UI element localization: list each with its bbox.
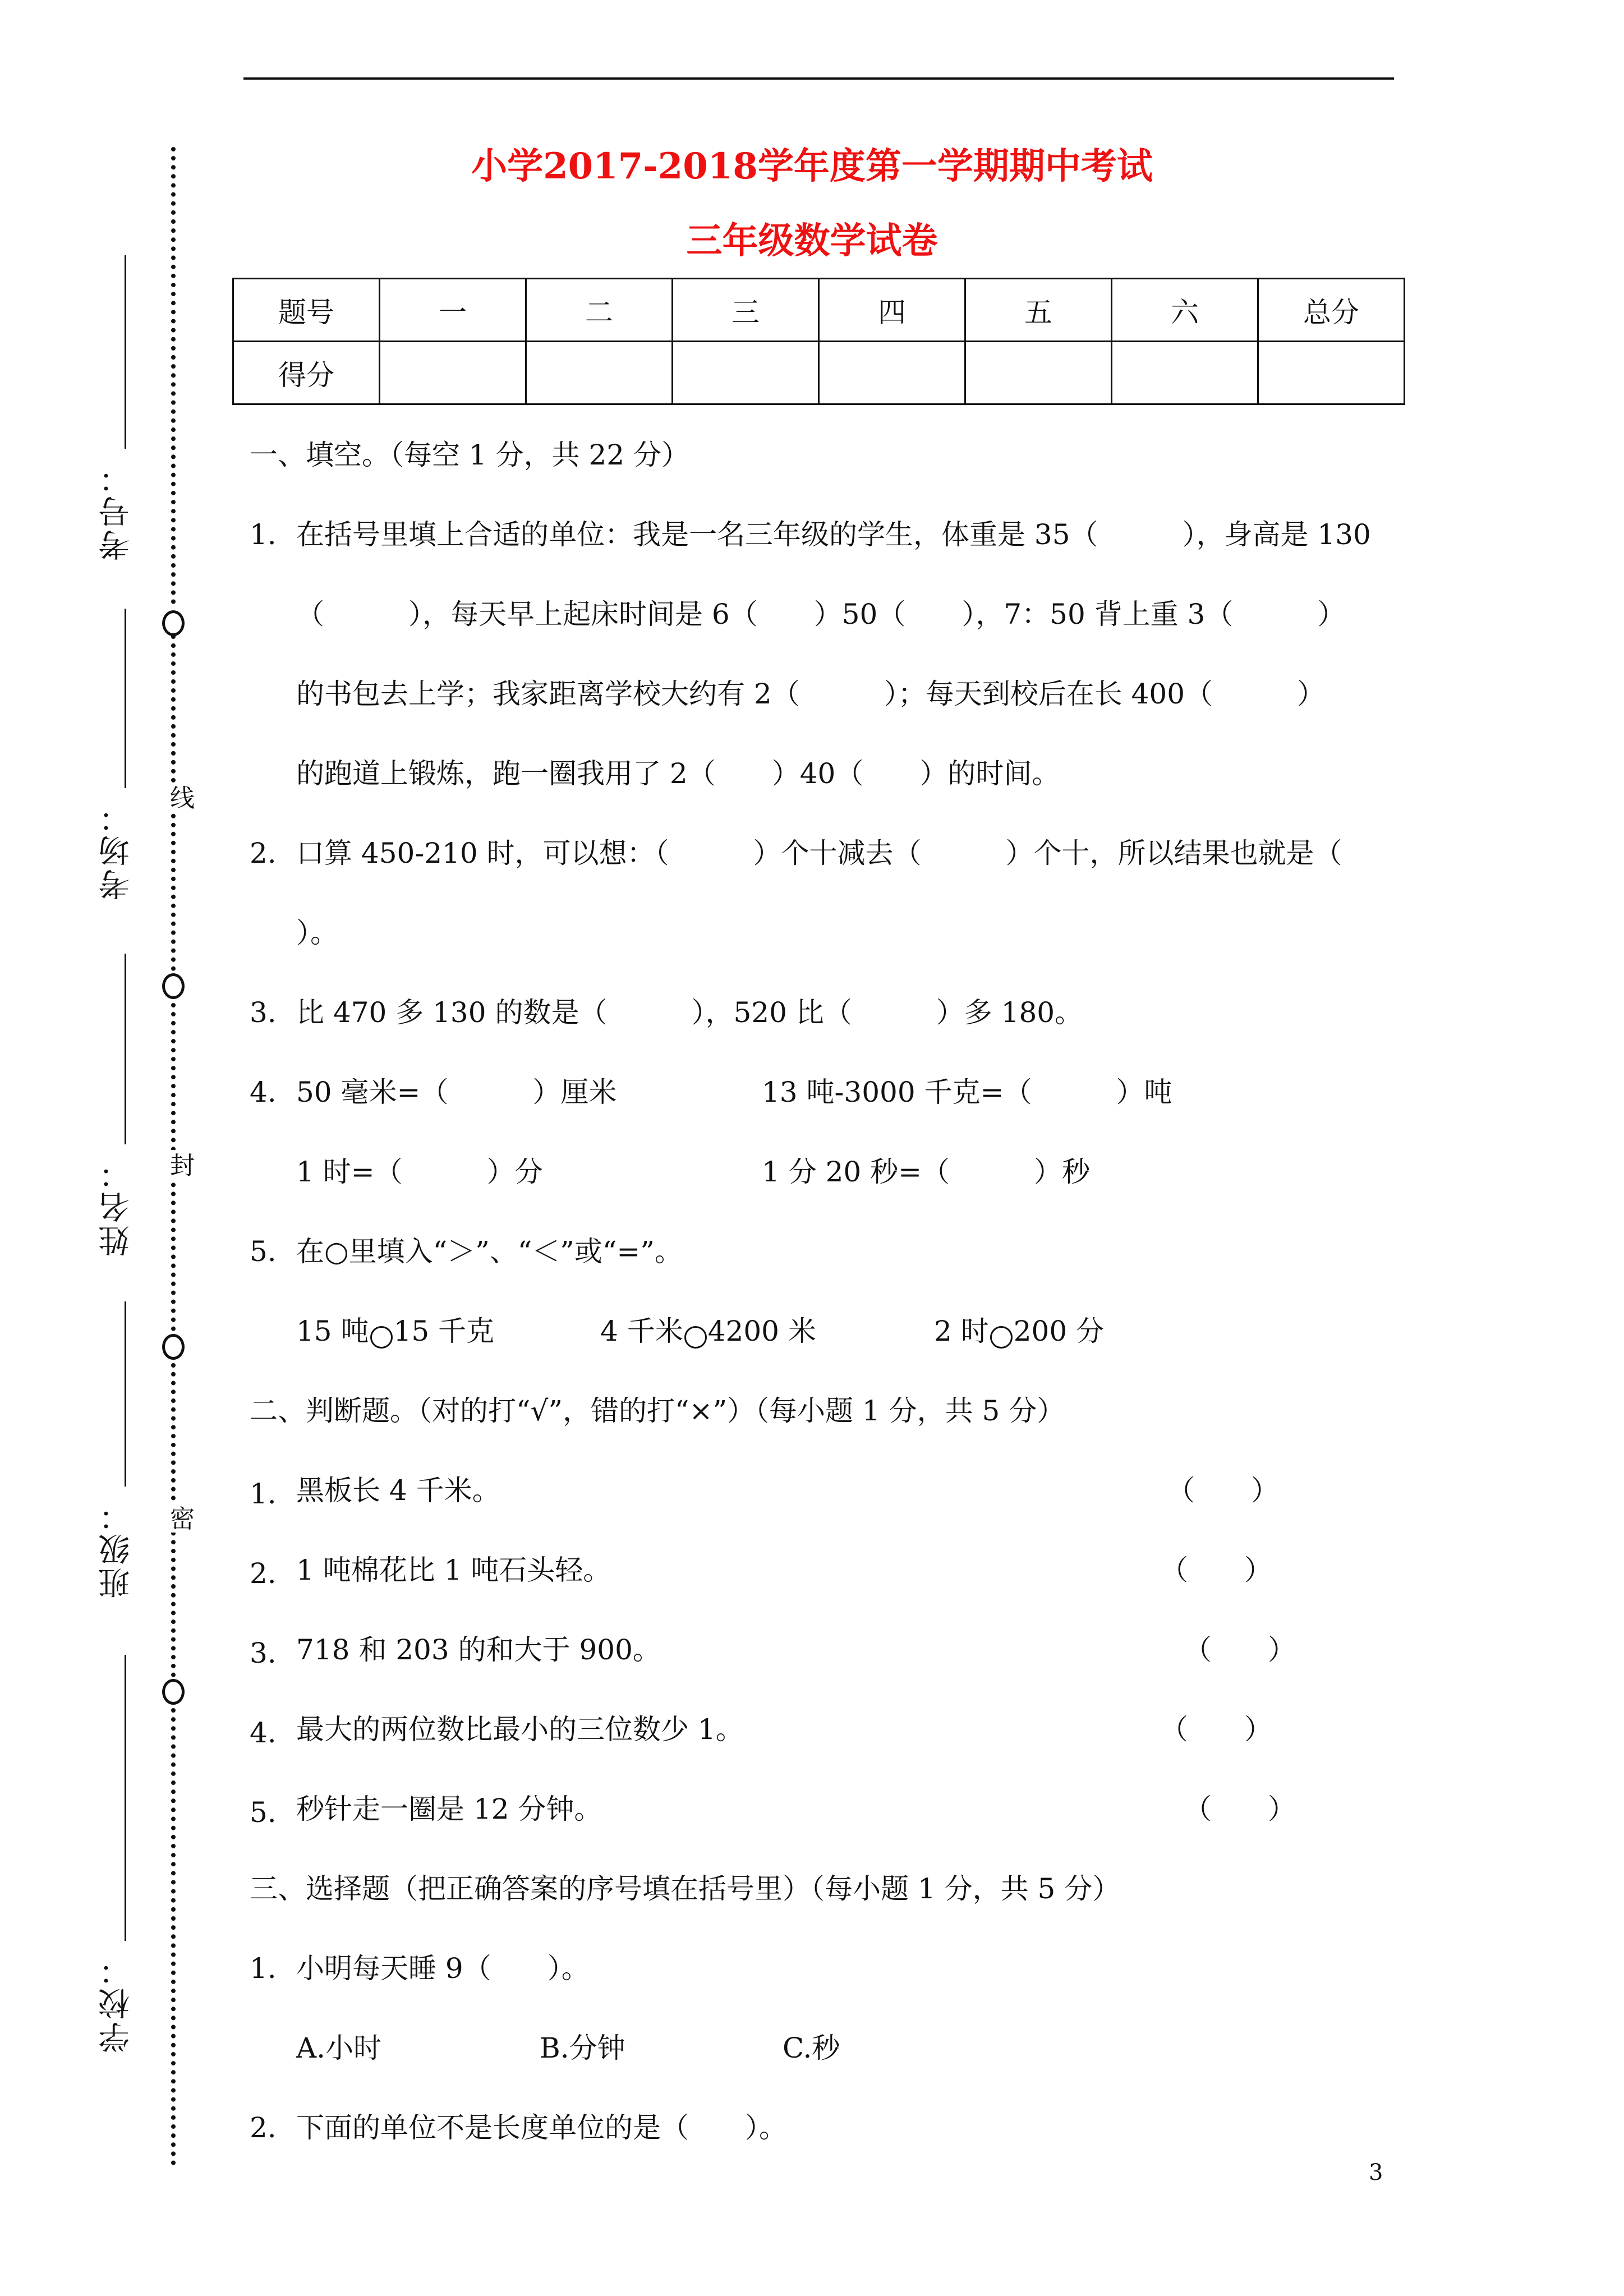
compare-circle[interactable] xyxy=(684,1326,707,1349)
score-table-header-cell: 总分 xyxy=(1258,279,1405,342)
comparison-item xyxy=(600,1317,816,1349)
comparison-item xyxy=(934,1317,1104,1349)
score-cell[interactable] xyxy=(380,342,526,404)
school-label: 学校： xyxy=(98,1952,135,2053)
answer-parentheses[interactable]: （ ） xyxy=(1184,1634,1296,1666)
choice-option-a[interactable]: A.小时 xyxy=(296,2032,382,2064)
answer-parentheses[interactable]: （ ） xyxy=(1160,1554,1272,1586)
question-number: 4. xyxy=(250,1076,277,1108)
judge-statement: 1 吨棉花比 1 吨石头轻。 xyxy=(296,1554,611,1586)
question-number: 3. xyxy=(250,1637,277,1669)
score-table-header-cell: 五 xyxy=(965,279,1112,342)
question-number: 1. xyxy=(250,1478,277,1510)
judge-statement: 718 和 203 的和大于 900。 xyxy=(296,1634,661,1666)
compare-circle[interactable] xyxy=(370,1326,393,1349)
comparison-right: 200 分 xyxy=(1013,1315,1105,1347)
score-table-header-cell: 题号 xyxy=(233,279,380,342)
exam-number-label: 考号： xyxy=(98,460,135,561)
question-text: 在○里填入“＞”、“＜”或“=”。 xyxy=(296,1235,683,1268)
comparison-left: 4 千米 xyxy=(600,1315,683,1347)
score-table-header-row xyxy=(233,279,1405,342)
score-cell[interactable] xyxy=(1258,342,1405,404)
seal-char-mi: 密 xyxy=(162,1503,197,1533)
section1-heading: 一、填空。（每空 1 分，共 22 分） xyxy=(250,439,690,471)
exam-number-blank[interactable] xyxy=(125,255,126,449)
exam-title: 小学2017-2018学年度第一学期期中考试 xyxy=(471,145,1153,187)
section3-heading: 三、选择题（把正确答案的序号填在括号里）（每小题 1 分，共 5 分） xyxy=(250,1872,1121,1905)
score-cell[interactable] xyxy=(526,342,673,404)
section2-heading: 二、判断题。（对的打“√”，错的打“×”）（每小题 1 分，共 5 分） xyxy=(250,1395,1065,1427)
question-number: 5. xyxy=(250,1235,277,1268)
binding-circle xyxy=(162,610,185,636)
question-text: 的书包去上学；我家距离学校大约有 2（ ）；每天到校后在长 400（ ） xyxy=(296,678,1326,710)
score-row-label: 得分 xyxy=(233,342,380,404)
score-table-header-cell: 一 xyxy=(380,279,526,342)
comparison-left: 2 时 xyxy=(934,1315,989,1347)
binding-circle xyxy=(162,973,185,999)
question-text: 小明每天睡 9（ ）。 xyxy=(296,1952,590,1985)
question-text: ）。 xyxy=(296,917,338,949)
conversion-item: 1 分 20 秒=（ ）秒 xyxy=(762,1156,1091,1188)
question-text: 的跑道上锻炼，跑一圈我用了 2（ ）40（ ）的时间。 xyxy=(296,757,1060,790)
binding-circle xyxy=(162,1679,185,1705)
score-table-header-cell: 四 xyxy=(819,279,965,342)
question-number: 1. xyxy=(250,1952,277,1985)
question-text: （ ），每天早上起床时间是 6（ ）50（ ），7：50 背上重 3（ ） xyxy=(296,598,1346,631)
judge-statement: 黑板长 4 千米。 xyxy=(296,1474,500,1507)
name-blank[interactable] xyxy=(125,954,126,1144)
score-table-header-cell: 二 xyxy=(526,279,673,342)
comparison-item xyxy=(296,1317,494,1349)
score-cell[interactable] xyxy=(1112,342,1258,404)
answer-parentheses[interactable]: （ ） xyxy=(1184,1793,1296,1825)
judge-statement: 秒针走一圈是 12 分钟。 xyxy=(296,1793,602,1825)
exam-subtitle: 三年级数学试卷 xyxy=(686,220,938,262)
choice-option-c[interactable]: C.秒 xyxy=(783,2032,840,2064)
choice-option-b[interactable]: B.分钟 xyxy=(540,2032,625,2064)
compare-circle[interactable] xyxy=(990,1326,1013,1349)
score-table-score-row xyxy=(233,342,1405,404)
page-number: 3 xyxy=(1369,2160,1383,2185)
question-number: 3. xyxy=(250,996,277,1029)
exam-room-blank[interactable] xyxy=(125,609,126,788)
binding-circle xyxy=(162,1334,185,1360)
question-number: 2. xyxy=(250,1557,277,1590)
question-text: 在括号里填上合适的单位：我是一名三年级的学生，体重是 35（ ），身高是 130 xyxy=(296,518,1371,551)
exam-room-label: 考场： xyxy=(98,799,135,900)
question-number: 2. xyxy=(250,837,277,869)
score-cell[interactable] xyxy=(673,342,819,404)
question-number: 4. xyxy=(250,1717,277,1749)
seal-char-feng: 封 xyxy=(162,1150,197,1179)
score-cell[interactable] xyxy=(819,342,965,404)
conversion-item: 13 吨-3000 千克=（ ）吨 xyxy=(762,1076,1172,1108)
class-label: 班级： xyxy=(98,1498,135,1599)
comparison-left: 15 吨 xyxy=(296,1315,369,1347)
conversion-item: 50 毫米=（ ）厘米 xyxy=(296,1076,617,1108)
score-table-header-cell: 六 xyxy=(1112,279,1258,342)
class-blank[interactable] xyxy=(125,1301,126,1487)
question-text: 口算 450-210 时，可以想：（ ）个十减去（ ）个十，所以结果也就是（ xyxy=(296,837,1342,869)
score-table xyxy=(232,278,1405,405)
score-table-header-cell: 三 xyxy=(673,279,819,342)
judge-statement: 最大的两位数比最小的三位数少 1。 xyxy=(296,1713,744,1746)
question-number: 2. xyxy=(250,2111,277,2144)
question-text: 下面的单位不是长度单位的是（ ）。 xyxy=(296,2111,787,2144)
question-number: 5. xyxy=(250,1796,277,1829)
school-blank[interactable] xyxy=(125,1655,126,1941)
conversion-item: 1 时=（ ）分 xyxy=(296,1156,543,1188)
comparison-right: 4200 米 xyxy=(707,1315,816,1347)
answer-parentheses[interactable]: （ ） xyxy=(1167,1474,1279,1507)
score-cell[interactable] xyxy=(965,342,1112,404)
answer-parentheses[interactable]: （ ） xyxy=(1160,1713,1272,1746)
top-rule xyxy=(243,77,1394,80)
seal-char-xian: 线 xyxy=(162,783,197,812)
question-number: 1. xyxy=(250,518,277,551)
question-text: 比 470 多 130 的数是（ ），520 比（ ）多 180。 xyxy=(296,996,1083,1029)
name-label: 姓名： xyxy=(98,1156,135,1257)
comparison-right: 15 千克 xyxy=(393,1315,495,1347)
dotted-line-seg-5 xyxy=(171,1708,176,2165)
